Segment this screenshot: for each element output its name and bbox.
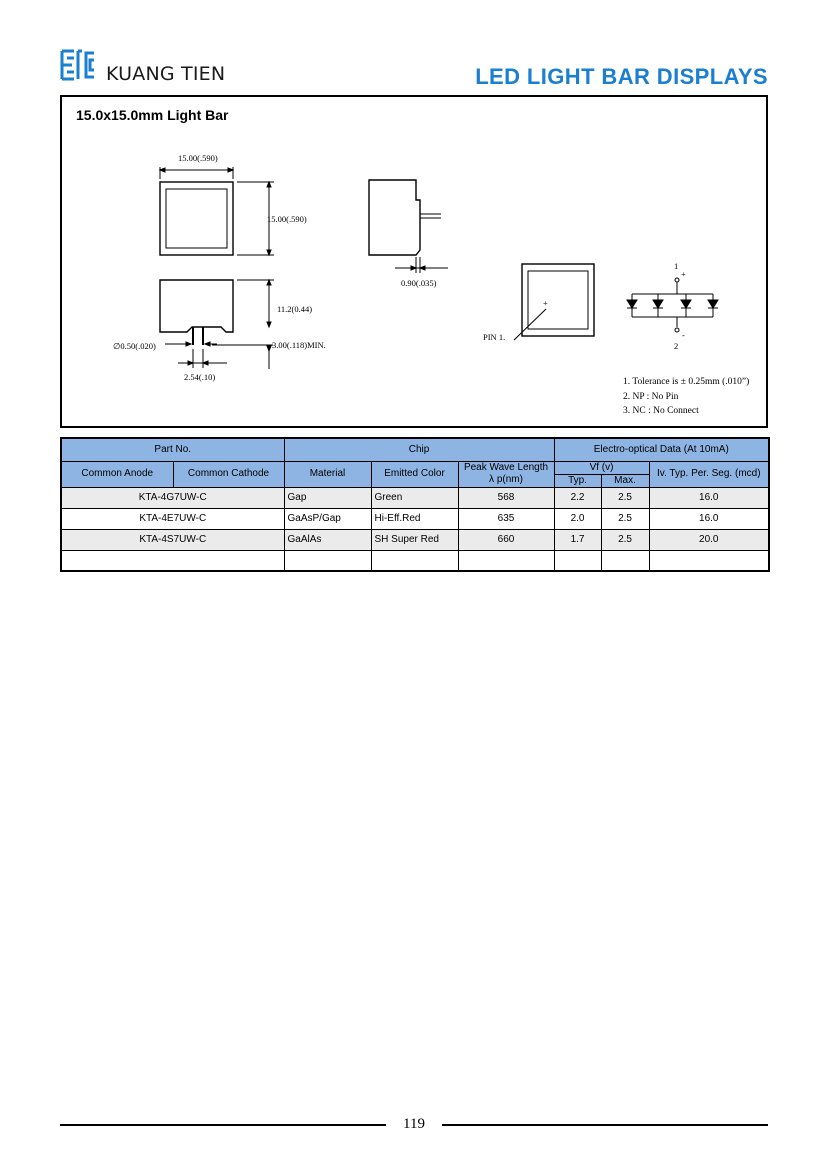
- circuit-pin2-label: 2: [674, 341, 679, 351]
- col-iv: Iv. Typ. Per. Seg. (mcd): [649, 461, 769, 487]
- dim-height: 15.00(.590): [267, 214, 307, 224]
- cell-vf-max: 2.5: [601, 529, 649, 550]
- cell-vf-max: 2.5: [601, 487, 649, 508]
- circuit-pin1-label: 1: [674, 261, 679, 271]
- col-peak-wave: [458, 461, 554, 487]
- col-peak-wave-line2: λ p(nm): [489, 474, 523, 485]
- pin1-view-outer: [522, 264, 594, 336]
- brand-name: KUANG TIEN: [106, 63, 226, 85]
- document-title: LED LIGHT BAR DISPLAYS: [475, 64, 768, 89]
- cell-iv: 16.0: [649, 508, 769, 529]
- front-view-outer: [160, 182, 233, 255]
- cell-iv: 20.0: [649, 529, 769, 550]
- dim-side-depth: 11.2(0.44): [277, 304, 313, 314]
- page-header: [60, 44, 768, 94]
- empty-cell: [649, 550, 769, 571]
- table-row: [61, 529, 769, 550]
- cell-vf-max: 2.5: [601, 508, 649, 529]
- cell-emitted-color: Hi-Eff.Red: [371, 508, 458, 529]
- circuit-minus-label: -: [682, 330, 685, 340]
- cell-material: GaAlAs: [284, 529, 371, 550]
- note-item: 1. Tolerance is ± 0.25mm (.010”): [623, 377, 750, 387]
- notes: [623, 375, 749, 419]
- cell-emitted-color: Green: [371, 487, 458, 508]
- empty-cell: [284, 550, 371, 571]
- kuang-tien-logo-icon: [60, 48, 96, 82]
- cell-material: GaAsP/Gap: [284, 508, 371, 529]
- cell-part-no: KTA-4S7UW-C: [61, 529, 284, 550]
- col-vf-typ: Typ.: [554, 474, 601, 487]
- pin1-label: PIN 1.: [483, 332, 506, 342]
- note-item: 3. NC : No Connect: [623, 406, 699, 416]
- spec-table: [60, 437, 770, 572]
- circuit-plus-label: +: [681, 269, 686, 279]
- cell-emitted-color: SH Super Red: [371, 529, 458, 550]
- front-view-window: [166, 189, 227, 248]
- dim-width: 15.00(.590): [178, 153, 218, 163]
- empty-cell: [61, 550, 284, 571]
- empty-cell: [601, 550, 649, 571]
- dim-pin-pitch: 2.54(.10): [184, 372, 216, 382]
- cell-peak-wave: 568: [458, 487, 554, 508]
- dim-pin-length: 3.00(.118)MIN.: [272, 340, 326, 350]
- cell-vf-typ: 2.0: [554, 508, 601, 529]
- cell-part-no: KTA-4E7UW-C: [61, 508, 284, 529]
- table-row: [61, 508, 769, 529]
- page-number: 119: [403, 1116, 425, 1132]
- group-part-no: Part No.: [61, 438, 284, 461]
- footer-rule-right: [442, 1124, 768, 1126]
- cell-vf-typ: 1.7: [554, 529, 601, 550]
- col-vf: Vf (v): [554, 461, 649, 474]
- pin1-view-window: [528, 271, 588, 329]
- cell-part-no: KTA-4G7UW-C: [61, 487, 284, 508]
- col-common-anode: Common Anode: [61, 461, 173, 487]
- group-electro-optical: Electro-optical Data (At 10mA): [554, 438, 769, 461]
- col-material: Material: [284, 461, 371, 487]
- note-item: 2. NP : No Pin: [623, 391, 679, 402]
- cell-peak-wave: 660: [458, 529, 554, 550]
- table-row: [61, 487, 769, 508]
- cell-material: Gap: [284, 487, 371, 508]
- dim-pin-diameter: ∅0.50(.020): [113, 341, 156, 351]
- drawing-panel: [60, 95, 768, 428]
- empty-cell: [458, 550, 554, 571]
- plus-mark: +: [543, 298, 548, 308]
- col-peak-wave-line1: Peak Wave Length: [463, 462, 549, 473]
- bottom-view-body: [160, 280, 233, 332]
- footer-rule-left: [60, 1124, 386, 1126]
- cell-peak-wave: 635: [458, 508, 554, 529]
- section-title: 15.0x15.0mm Light Bar: [76, 107, 229, 123]
- col-emitted-color: Emitted Color: [371, 461, 458, 487]
- cell-iv: 16.0: [649, 487, 769, 508]
- col-common-cathode: Common Cathode: [173, 461, 284, 487]
- empty-cell: [554, 550, 601, 571]
- led-diode-icon: [627, 300, 718, 308]
- empty-cell: [371, 550, 458, 571]
- table-row-empty: [61, 550, 769, 571]
- group-chip: Chip: [284, 438, 554, 461]
- cell-vf-typ: 2.2: [554, 487, 601, 508]
- col-vf-max: Max.: [601, 474, 649, 487]
- dim-side-pin: 0.90(.035): [401, 278, 437, 288]
- side-view-body: [369, 180, 420, 255]
